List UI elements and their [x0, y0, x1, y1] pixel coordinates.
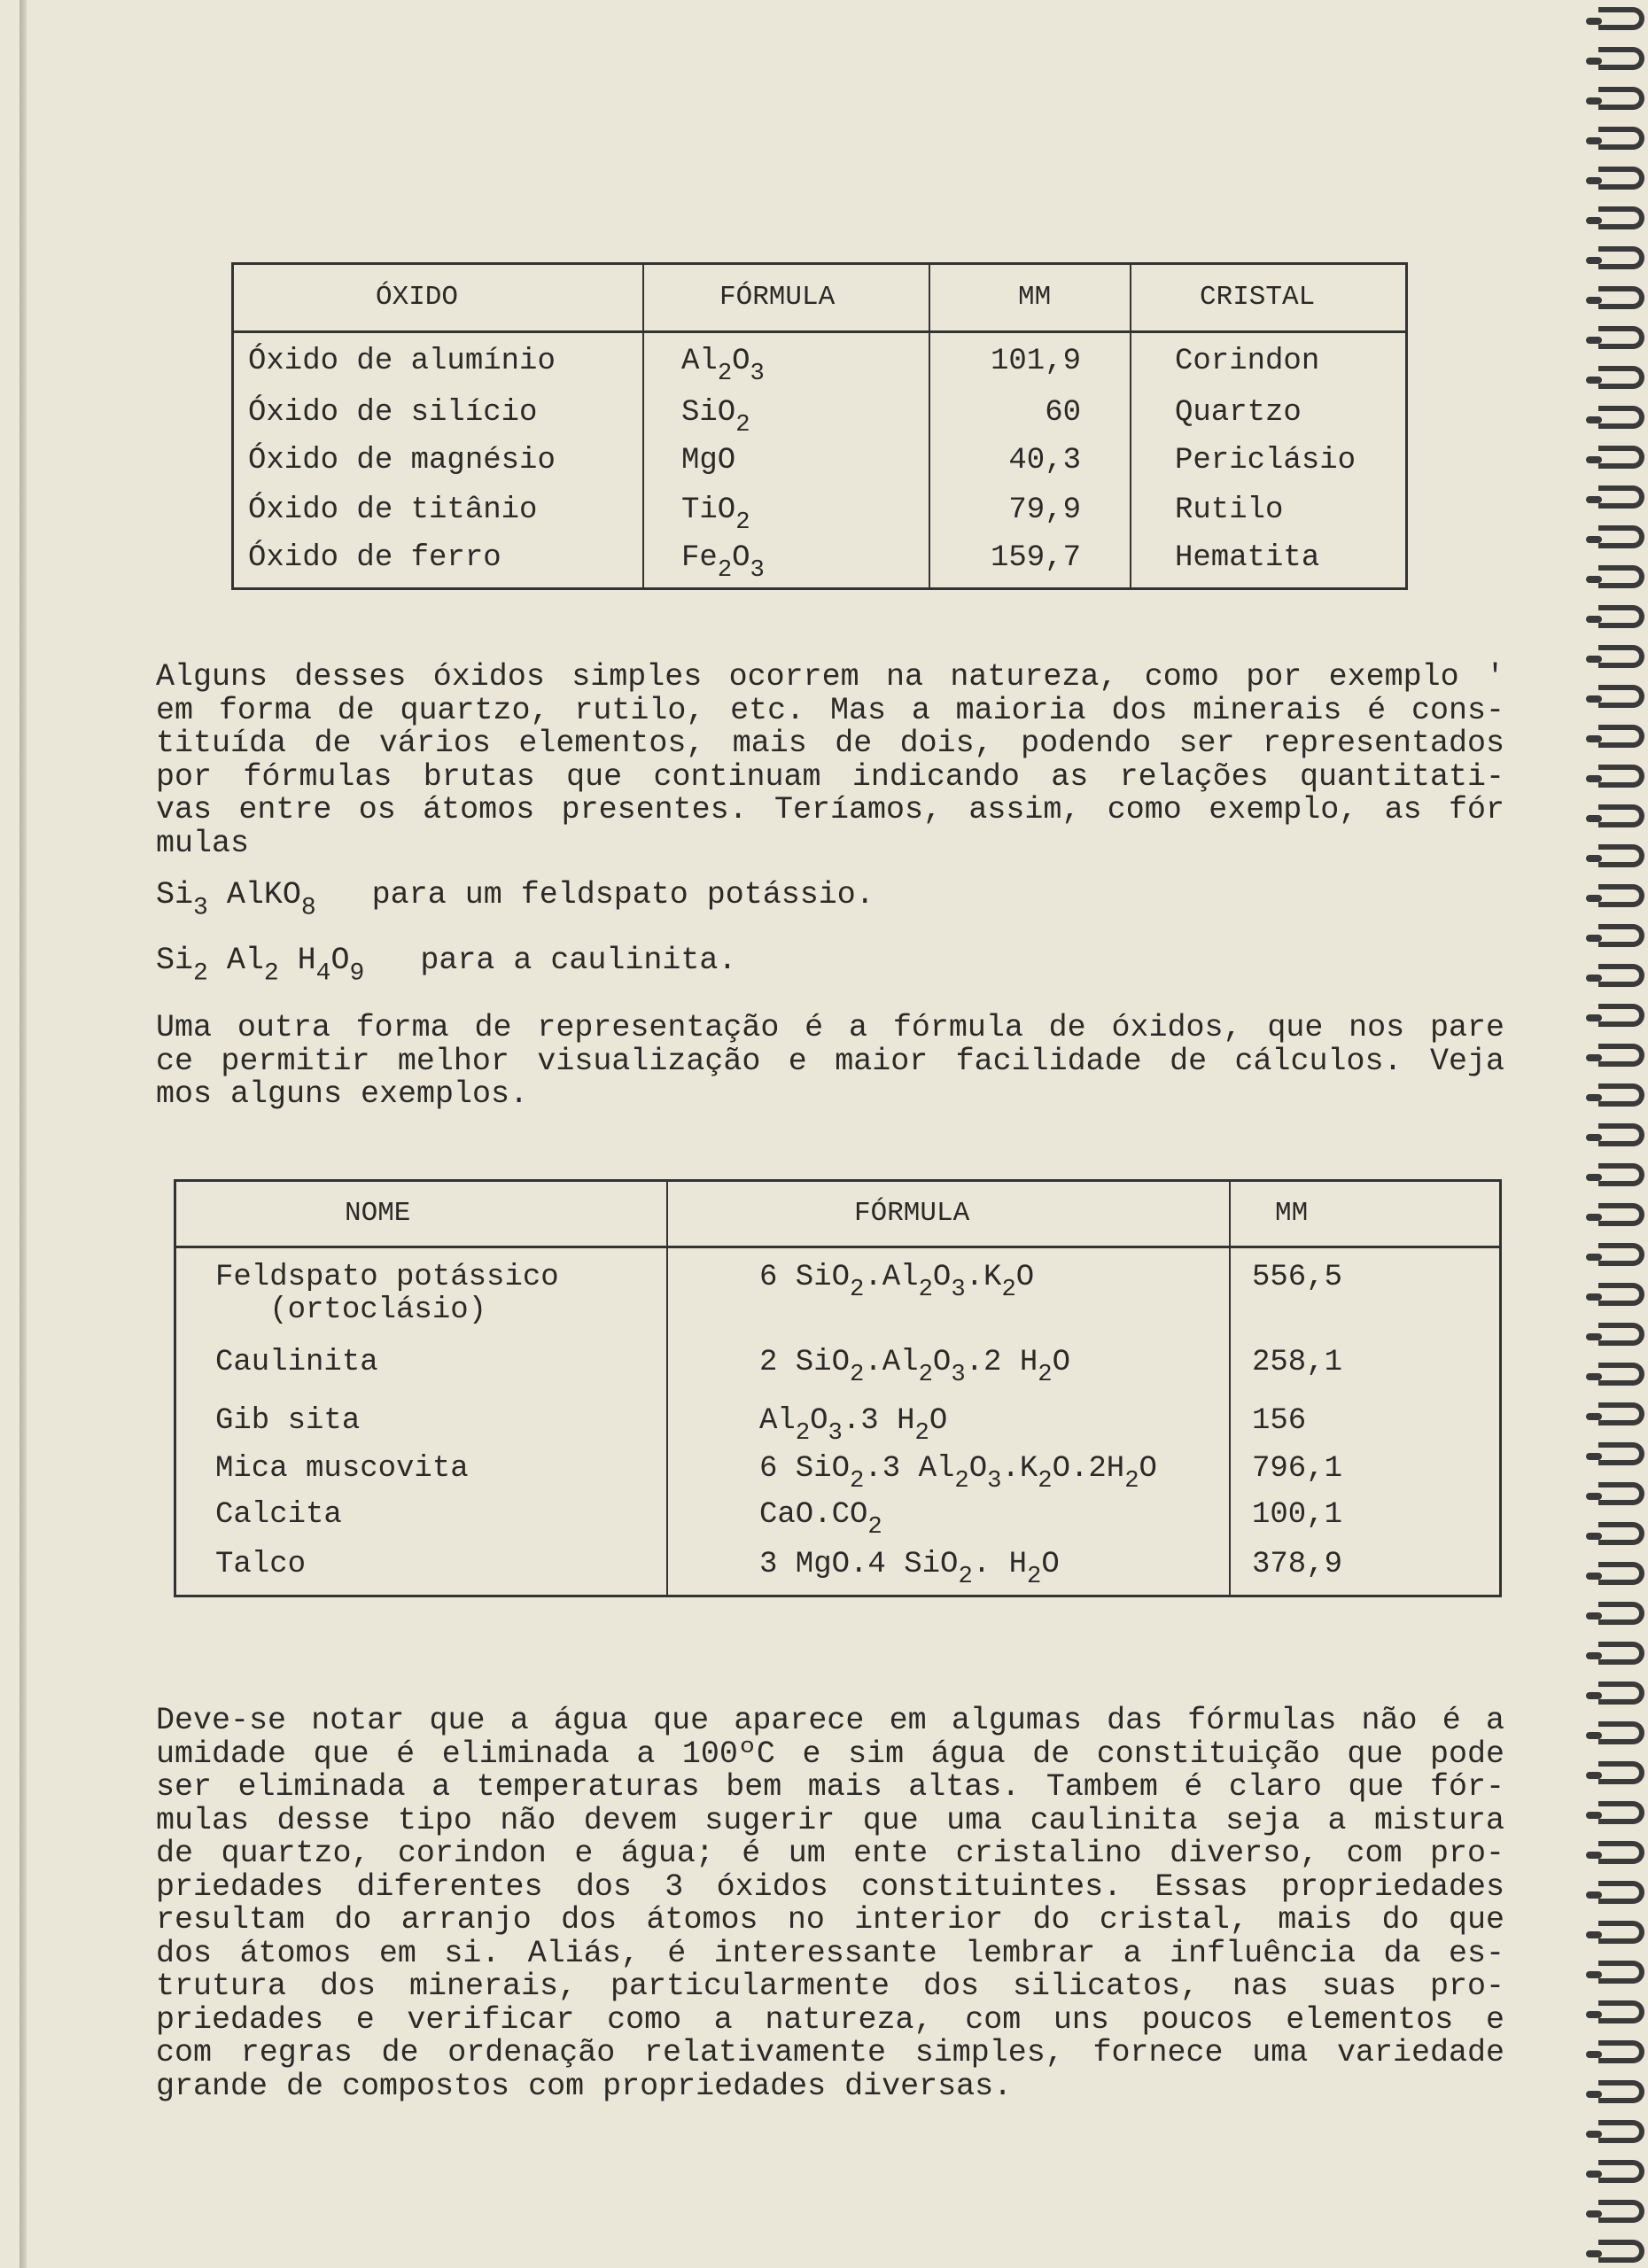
cell-formula: SiO$_2$	[681, 396, 750, 439]
cell-oxido: Óxido de titânio	[248, 493, 538, 527]
binding-coil	[1598, 2200, 1644, 2223]
binding-coil	[1598, 2240, 1644, 2263]
cell-oxido: Óxido de alumínio	[248, 345, 556, 378]
binding-coil	[1598, 804, 1644, 827]
cell-nome-continued: (ortoclásio)	[215, 1293, 487, 1327]
cell-cristal: Periclásio	[1175, 444, 1356, 478]
cell-formula: $CaO.CO_2$	[759, 1498, 882, 1542]
cell-cristal: Quartzo	[1175, 396, 1302, 430]
spiral-binding	[1586, 0, 1648, 2268]
binding-coil	[1598, 87, 1644, 110]
cell-formula: $Fe_2O_3$	[681, 541, 765, 585]
binding-coil	[1598, 406, 1644, 429]
text-line: grande de compostos com propriedades diversas.	[156, 2068, 1013, 2104]
text-line: com regras de ordenação relativamente simples, fornece uma variedade	[156, 2035, 1504, 2070]
formula-example-feldspato	[156, 877, 875, 922]
paragraph-1	[156, 661, 1504, 860]
binding-coil	[1598, 1881, 1644, 1904]
text-line: priedades e verificar como a natureza, com uns poucos elementos e	[156, 2001, 1504, 2038]
subscript: 3	[987, 1467, 1002, 1495]
binding-coil	[1598, 1602, 1644, 1625]
binding-coil	[1598, 1363, 1644, 1386]
header-nome: NOME	[345, 1198, 411, 1229]
binding-coil	[1598, 1243, 1644, 1266]
binding-coil	[1598, 1682, 1644, 1705]
text-line: ser eliminada a temperaturas bem mais altas. Tambem é claro que fór-	[156, 1769, 1504, 1805]
text-line: Uma outra forma de representação é a fórmula de óxidos, que nos pare	[156, 1010, 1504, 1045]
subscript: 3	[951, 1361, 966, 1389]
text-line: mos alguns exemplos.	[156, 1076, 529, 1112]
column-divider	[1130, 265, 1131, 587]
subscript: 2	[735, 411, 750, 439]
binding-coil	[1598, 525, 1644, 548]
column-divider	[1229, 1182, 1231, 1595]
binding-coil	[1598, 1801, 1644, 1824]
formula: $Si_2$ $Al_2$ $H_4O_9$	[156, 943, 365, 988]
binding-coil	[1598, 1961, 1644, 1984]
subscript: 2	[850, 1361, 865, 1389]
subscript: 2	[914, 1419, 929, 1448]
cell-mm: 101,9	[990, 345, 1081, 378]
cell-mm: 60	[1045, 396, 1081, 430]
cell-mm: 378,9	[1252, 1548, 1343, 1581]
cell-formula: MgO	[681, 444, 736, 478]
subscript: 2	[717, 360, 733, 388]
formula: $Si_3$ AlKO$_8$	[156, 877, 316, 922]
subscript: 2	[1038, 1467, 1053, 1495]
binding-coil	[1598, 485, 1644, 509]
text-line: por fórmulas brutas que continuam indicando as relações quantitati-	[156, 758, 1504, 795]
cell-formula: TiO$_2$	[681, 493, 750, 537]
cell-mm: 100,1	[1252, 1498, 1343, 1532]
header-mm: MM	[1275, 1198, 1309, 1229]
binding-coil	[1598, 1841, 1644, 1864]
cell-nome: Caulinita	[215, 1346, 378, 1379]
binding-coil	[1598, 47, 1644, 70]
subscript: 2	[1124, 1467, 1139, 1495]
binding-coil	[1598, 1203, 1644, 1226]
binding-coil	[1598, 366, 1644, 389]
formula-example-caulinita	[156, 943, 737, 988]
binding-coil	[1598, 1522, 1644, 1545]
binding-coil	[1598, 206, 1644, 229]
text-line: tituída de vários elementos, mais de dois, podendo ser representados	[156, 726, 1504, 761]
subscript: 2	[263, 959, 279, 988]
subscript: 3	[750, 360, 765, 388]
binding-coil	[1598, 1482, 1644, 1505]
binding-coil	[1598, 565, 1644, 588]
binding-coil	[1598, 1761, 1644, 1784]
binding-coil	[1598, 286, 1644, 309]
header-cristal: CRISTAL	[1200, 282, 1316, 313]
column-divider	[666, 1182, 668, 1595]
cell-oxido: Óxido de ferro	[248, 541, 501, 575]
subscript: 2	[1026, 1563, 1042, 1591]
binding-coil	[1598, 1123, 1644, 1146]
binding-coil	[1598, 645, 1644, 668]
cell-mm: 156	[1252, 1404, 1307, 1438]
oxides-table	[231, 262, 1408, 590]
text-line: Deve-se notar que a água que aparece em algumas das fórmulas não é a	[156, 1703, 1504, 1738]
binding-coil	[1598, 2080, 1644, 2103]
binding-coil	[1598, 127, 1644, 150]
text-line: mulas	[156, 825, 250, 861]
binding-coil	[1598, 1442, 1644, 1465]
page-edge	[19, 0, 27, 2268]
cell-cristal: Hematita	[1175, 541, 1320, 575]
header-oxido: ÓXIDO	[376, 282, 459, 313]
text-line: mulas desse tipo não devem sugerir que uma caulinita seja a mistura	[156, 1802, 1504, 1838]
header-divider	[176, 1246, 1499, 1248]
paragraph-3	[156, 1705, 1504, 2103]
text-line: priedades diferentes dos 3 óxidos constituintes. Essas propriedades	[156, 1868, 1504, 1905]
column-divider	[642, 265, 644, 587]
cell-cristal: Rutilo	[1175, 493, 1284, 527]
subscript: 2	[958, 1563, 973, 1591]
cell-nome: Mica muscovita	[215, 1452, 469, 1486]
cell-formula: 6 SiO$_2$.3 $Al_2O_3.K_2O.2H_2O$	[759, 1452, 1157, 1495]
binding-coil	[1598, 167, 1644, 190]
subscript: 4	[315, 959, 331, 988]
binding-coil	[1598, 2160, 1644, 2183]
subscript: 2	[1001, 1276, 1016, 1304]
binding-coil	[1598, 1283, 1644, 1306]
cell-oxido: Óxido de magnésio	[248, 444, 556, 478]
binding-coil	[1598, 2120, 1644, 2143]
text-line: em forma de quartzo, rutilo, etc. Mas a maioria dos minerais é cons-	[156, 692, 1504, 728]
binding-coil	[1598, 924, 1644, 947]
header-formula: FÓRMULA	[854, 1198, 970, 1229]
binding-coil	[1598, 1163, 1644, 1186]
cell-nome: Gib sita	[215, 1404, 361, 1438]
text-line: de quartzo, corindon e água; é um ente cristalino diverso, com pro-	[156, 1836, 1504, 1871]
cell-formula: $Al_2O_3.3$ $H_2O$	[759, 1404, 948, 1448]
subscript: 2	[717, 556, 733, 585]
text-line: resultam do arranjo dos átomos no interior do cristal, mais do que	[156, 1902, 1504, 1938]
text-line: dos átomos em si. Aliás, é interessante lembrar a influência da es-	[156, 1935, 1504, 1971]
binding-coil	[1598, 685, 1644, 708]
binding-coil	[1598, 964, 1644, 987]
header-mm: MM	[1018, 282, 1052, 313]
binding-coil	[1598, 326, 1644, 349]
binding-coil	[1598, 1323, 1644, 1346]
subscript: 2	[795, 1419, 811, 1448]
cell-nome: Feldspato potássico	[215, 1261, 559, 1294]
binding-coil	[1598, 1402, 1644, 1425]
subscript: 2	[735, 509, 750, 537]
subscript: 3	[193, 894, 208, 922]
binding-coil	[1598, 2000, 1644, 2023]
header-divider	[234, 330, 1405, 333]
cell-formula: 3 MgO.4 SiO$_2$. $H_2O$	[759, 1548, 1060, 1591]
header-formula: FÓRMULA	[719, 282, 836, 313]
formula-description: para a caulinita.	[364, 943, 737, 978]
binding-coil	[1598, 1642, 1644, 1665]
text-line: trutura dos minerais, particularmente dos silicatos, nas suas pro-	[156, 1969, 1504, 2004]
binding-coil	[1598, 725, 1644, 748]
subscript: 2	[850, 1467, 865, 1495]
binding-coil	[1598, 844, 1644, 867]
binding-coil	[1598, 1562, 1644, 1585]
binding-coil	[1598, 765, 1644, 788]
binding-coil	[1598, 1921, 1644, 1944]
subscript: 3	[951, 1276, 966, 1304]
subscript: 3	[750, 556, 765, 585]
subscript: 2	[193, 959, 208, 988]
minerals-table	[174, 1179, 1502, 1597]
column-divider	[929, 265, 930, 587]
binding-coil	[1598, 1721, 1644, 1744]
subscript: 3	[828, 1419, 843, 1448]
cell-mm: 258,1	[1252, 1346, 1343, 1379]
formula-description: para um feldspato potássio.	[315, 877, 875, 913]
cell-mm: 40,3	[1008, 444, 1081, 478]
binding-coil	[1598, 7, 1644, 30]
cell-mm: 556,5	[1252, 1261, 1343, 1294]
cell-nome: Calcita	[215, 1498, 342, 1532]
binding-coil	[1598, 1044, 1644, 1067]
binding-coil	[1598, 884, 1644, 907]
binding-coil	[1598, 246, 1644, 269]
cell-nome: Talco	[215, 1548, 307, 1581]
cell-mm: 159,7	[990, 541, 1081, 575]
paragraph-2	[156, 1012, 1504, 1112]
text-line: Alguns desses óxidos simples ocorrem na natureza, como por exemplo '	[156, 659, 1504, 695]
subscript: 2	[954, 1467, 969, 1495]
text-line: ce permitir melhor visualização e maior facilidade de cálculos. Veja	[156, 1043, 1504, 1079]
subscript: 2	[850, 1276, 865, 1304]
subscript: 2	[1038, 1361, 1053, 1389]
subscript: 2	[918, 1361, 933, 1389]
subscript: 2	[918, 1276, 933, 1304]
text-line: vas entre os átomos presentes. Teríamos, assim, como exemplo, as fór	[156, 792, 1504, 827]
subscript: 2	[867, 1513, 882, 1542]
subscript: 8	[300, 894, 316, 922]
binding-coil	[1598, 2040, 1644, 2063]
cell-formula: $Al_2O_3$	[681, 345, 765, 388]
cell-formula: 2 $SiO_2.Al_2O_3.2$ $H_2O$	[759, 1346, 1070, 1389]
cell-oxido: Óxido de silício	[248, 396, 538, 430]
binding-coil	[1598, 446, 1644, 469]
cell-formula: 6 $SiO_2.Al_2O_3.K_2O$	[759, 1261, 1035, 1304]
subscript: 9	[349, 959, 365, 988]
binding-coil	[1598, 605, 1644, 628]
binding-coil	[1598, 1084, 1644, 1107]
cell-cristal: Corindon	[1175, 345, 1320, 378]
binding-coil	[1598, 1004, 1644, 1027]
text-line: umidade que é eliminada a 100ºC e sim água de constituição que pode	[156, 1736, 1504, 1772]
cell-mm: 796,1	[1252, 1452, 1343, 1486]
cell-mm: 79,9	[1008, 493, 1081, 527]
